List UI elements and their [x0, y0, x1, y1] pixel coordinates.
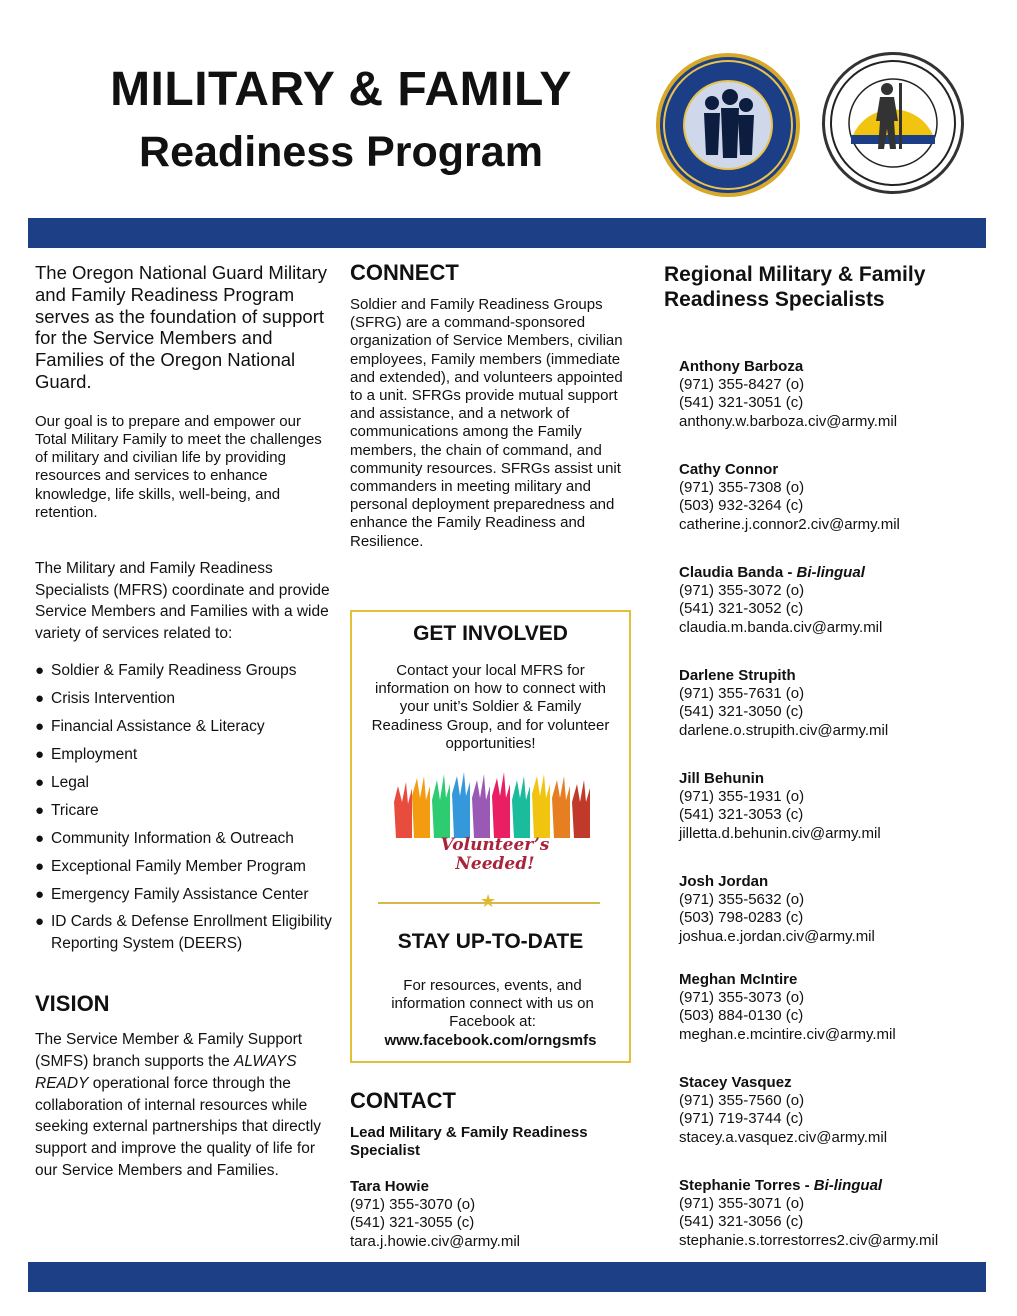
specialist-card: Claudia Banda - Bi-lingual (971) 355-3072 (o) (541) 321-3052 (c) claudia.m.banda.civ@army.mil [679, 564, 999, 637]
specialist-card: Darlene Strupith (971) 355-7631 (o) (541) 321-3050 (c) darlene.o.strupith.civ@army.mil [679, 667, 999, 740]
list-item: ● ID Cards & Defense Enrollment Eligibility Reporting System (DEERS) [35, 913, 332, 953]
contact-heading: CONTACT [350, 1088, 456, 1113]
connect-paragraph: Soldier and Family Readiness Groups (SFRG) are a command-sponsored organization of Service Members, civilian employees, Family members (immediate and extended), and volunteers appointed to a unit. SFRGs provide mutual support and assistance, and a network of communications among the Family members, the chain of command, and community resources. SFRGs assist unit commanders in meeting military and personal deployment preparedness and enhance the Family Readiness and Resilience. [350, 296, 623, 550]
right-column [664, 262, 984, 312]
specialist-card: Stephanie Torres - Bi-lingual (971) 355-3071 (o) (541) 321-3056 (c) stephanie.s.torrestorres2.civ@army.mil [679, 1177, 999, 1250]
specialist-email[interactable]: darlene.o.strupith.civ@army.mil [679, 721, 889, 739]
specialist-card: Stacey Vasquez (971) 355-7560 (o) (971) 719-3744 (c) stacey.a.vasquez.civ@army.mil [679, 1074, 999, 1147]
bullet-icon: ● [35, 773, 45, 791]
specialist-card: Cathy Connor (971) 355-7308 (o) (503) 932-3264 (c) catherine.j.connor2.civ@army.mil [679, 461, 999, 534]
intro-paragraph: The Oregon National Guard Military and Family Readiness Program serves as the foundation of support for the Service Members and Families of the Oregon National Guard. [35, 262, 328, 392]
volunteers-needed-text: Volunteer’s Needed! [440, 835, 550, 874]
contact-subtitle: Lead Military & Family Readiness Specialist [350, 1124, 588, 1159]
facebook-link[interactable]: www.facebook.com/orngsmfs [384, 1032, 597, 1049]
specialists-heading: Regional Military & Family Readiness Specialists [664, 263, 926, 311]
stay-up-to-date-heading: STAY UP-TO-DATE [397, 930, 584, 953]
bullet-icon: ● [35, 801, 45, 819]
vision-paragraph: The Service Member & Family Support (SMFS) branch supports the ALWAYS READY operational force through the collaboration of internal resources while seeking external partnerships that directly support and improve the quality of life for our Service Members and Families. [35, 1031, 322, 1179]
bullet-icon: ● [35, 662, 45, 680]
specialist-email[interactable]: meghan.e.mcintire.civ@army.mil [679, 1025, 896, 1043]
mfrs-paragraph: The Military and Family Readiness Specialists (MFRS) coordinate and provide Service Members and Families with a wide variety of services related to: [35, 560, 330, 642]
oregon-guard-seal-logo [822, 52, 964, 194]
goal-paragraph: Our goal is to prepare and empower our Total Military Family to meet the challenges of military and civilian life by providing resources and services to enhance knowledge, life skills, well-being, and retention. [35, 412, 322, 521]
bullet-icon: ● [35, 913, 45, 931]
services-list [35, 660, 335, 955]
get-involved-paragraph: Contact your local MFRS for information on how to connect with your unit’s Soldier & Family Readiness Group, and for volunteer opportunities! [371, 662, 610, 752]
list-item: ● Tricare [35, 800, 335, 823]
volunteer-hands-icon [388, 772, 598, 838]
specialist-card: Josh Jordan (971) 355-5632 (o) (503) 798-0283 (c) joshua.e.jordan.civ@army.mil [679, 873, 999, 946]
list-item: ● Soldier & Family Readiness Groups [35, 660, 335, 683]
page-title: MILITARY & FAMILY [110, 63, 572, 116]
contact-phone-cell: (541) 321-3055 (c) [350, 1214, 475, 1232]
list-item: ● Exceptional Family Member Program [35, 856, 335, 879]
bullet-icon: ● [35, 718, 45, 736]
bullet-icon: ● [35, 746, 45, 764]
specialist-email[interactable]: stephanie.s.torrestorres2.civ@army.mil [679, 1231, 939, 1249]
bullet-icon: ● [35, 690, 45, 708]
get-involved-heading: GET INVOLVED [413, 622, 568, 645]
left-column [35, 262, 335, 1181]
specialist-email[interactable]: catherine.j.connor2.civ@army.mil [679, 515, 900, 533]
specialist-card: Anthony Barboza (971) 355-8427 (o) (541) 321-3051 (c) anthony.w.barboza.civ@army.mil [679, 358, 999, 431]
get-involved-box [350, 610, 631, 1063]
star-icon: ★ [480, 891, 497, 911]
bullet-icon: ● [35, 829, 45, 847]
bottom-navy-band [28, 1262, 986, 1292]
bullet-icon: ● [35, 857, 45, 875]
specialist-email[interactable]: joshua.e.jordan.civ@army.mil [679, 927, 875, 945]
list-item: ● Financial Assistance & Literacy [35, 716, 335, 739]
contact-phone-office: (971) 355-3070 (o) [350, 1196, 476, 1214]
specialist-card: Jill Behunin (971) 355-1931 (o) (541) 321-3053 (c) jilletta.d.behunin.civ@army.mil [679, 770, 999, 843]
list-item: ● Employment [35, 744, 335, 767]
smfs-seal-icon [660, 57, 796, 193]
specialist-email[interactable]: claudia.m.banda.civ@army.mil [679, 618, 883, 636]
minuteman-seal-icon [825, 55, 961, 191]
specialist-email[interactable]: stacey.a.vasquez.civ@army.mil [679, 1128, 888, 1146]
top-navy-band [28, 218, 986, 248]
specialist-card: Meghan McIntire (971) 355-3073 (o) (503) 884-0130 (c) meghan.e.mcintire.civ@army.mil [679, 971, 999, 1044]
vision-heading: VISION [35, 991, 110, 1017]
list-item: ● Crisis Intervention [35, 688, 335, 711]
lead-contact-card [350, 1178, 620, 1251]
page-subtitle: Readiness Program [139, 128, 543, 176]
list-item: ● Legal [35, 772, 335, 795]
specialist-email[interactable]: anthony.w.barboza.civ@army.mil [679, 412, 898, 430]
contact-email[interactable]: tara.j.howie.civ@army.mil [350, 1232, 520, 1250]
smfs-seal-logo [656, 53, 800, 197]
middle-column [350, 260, 632, 551]
list-item: ● Emergency Family Assistance Center [35, 884, 335, 907]
list-item: ● Community Information & Outreach [35, 828, 335, 851]
specialist-email[interactable]: jilletta.d.behunin.civ@army.mil [679, 824, 881, 842]
stay-up-to-date-paragraph: For resources, events, and information connect with us on Facebook at: [391, 977, 594, 1031]
contact-name: Tara Howie [350, 1178, 429, 1195]
bullet-icon: ● [35, 885, 45, 903]
connect-heading: CONNECT [350, 260, 459, 285]
